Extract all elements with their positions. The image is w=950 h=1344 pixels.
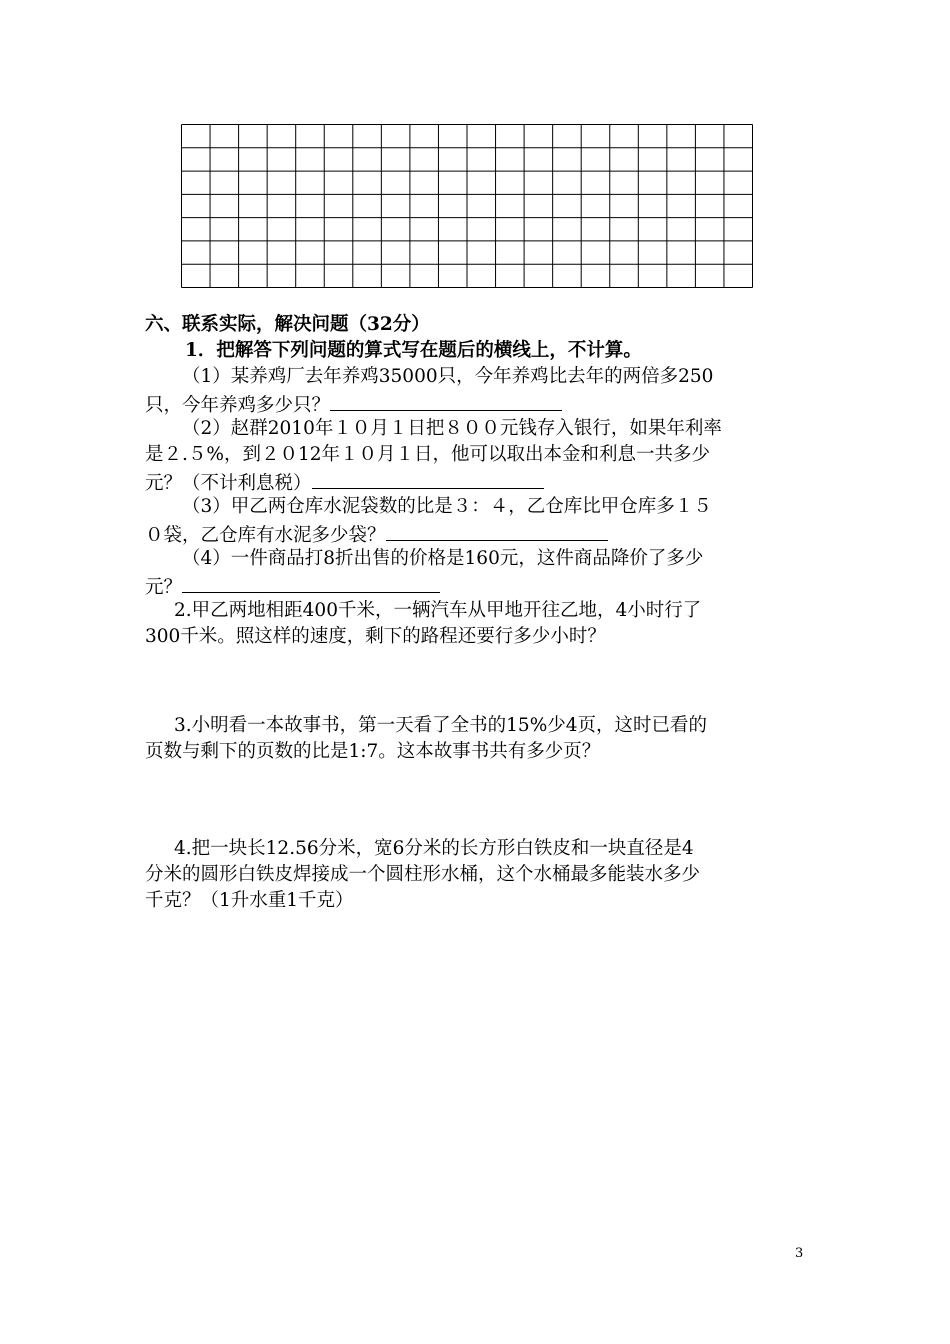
problem-1-4-text: 元？ xyxy=(145,577,183,598)
section-title: 六、联系实际，解决问题（32分） xyxy=(145,314,430,335)
writing-grid xyxy=(181,124,753,288)
answer-blank-1-4[interactable] xyxy=(182,572,440,593)
problem-4-line-3: 千克？（1升水重1千克） xyxy=(145,890,354,911)
problem-1-4-line-1: （4）一件商品打8折出售的价格是160元，这件商品降价了多少 xyxy=(182,548,704,569)
problem-1-2-text: 元？（不计利息税） xyxy=(145,473,312,494)
problem-1-1-line-2 xyxy=(145,390,810,419)
problem-1-3-line-1: （3）甲乙两仓库水泥袋数的比是３：４，乙仓库比甲仓库多１５ xyxy=(182,496,712,517)
problem-1-2-line-3 xyxy=(145,468,810,497)
problem-4-line-1: 4.把一块长12.56分米，宽6分米的长方形白铁皮和一块直径是4 xyxy=(174,838,694,859)
problem-1-3-text: ０袋，乙仓库有水泥多少袋？ xyxy=(145,525,386,546)
problem-1-4-line-2 xyxy=(145,572,810,601)
page-number: 3 xyxy=(795,1246,804,1261)
problem-1-3-line-2 xyxy=(145,520,810,549)
problem-1-2-line-1: （2）赵群2010年１０月１日把８００元钱存入银行，如果年利率 xyxy=(182,418,722,439)
problem-1-1-line-1: （1）某养鸡厂去年养鸡35000只，今年养鸡比去年的两倍多250 xyxy=(182,366,714,387)
answer-blank-1-1[interactable] xyxy=(330,390,562,411)
problem-1-2-line-2: 是２.５%，到２０12年１０月１日，他可以取出本金和利息一共多少 xyxy=(145,444,711,465)
answer-blank-1-2[interactable] xyxy=(312,468,544,489)
answer-blank-1-3[interactable] xyxy=(386,520,608,541)
section-instruction: 1．把解答下列问题的算式写在题后的横线上，不计算。 xyxy=(185,340,642,361)
problem-3-line-2: 页数与剩下的页数的比是1:7。这本故事书共有多少页？ xyxy=(145,741,601,762)
problem-4-line-2: 分米的圆形白铁皮焊接成一个圆柱形水桶，这个水桶最多能装水多少 xyxy=(145,864,701,885)
problem-2-line-1: 2.甲乙两地相距400千米，一辆汽车从甲地开往乙地，4小时行了 xyxy=(174,600,702,621)
problem-1-1-text: 只，今年养鸡多少只？ xyxy=(145,395,331,416)
problem-2-line-2: 300千米。照这样的速度，剩下的路程还要行多少小时？ xyxy=(145,626,606,647)
problem-3-line-1: 3.小明看一本故事书，第一天看了全书的15%少4页，这时已看的 xyxy=(174,715,708,736)
